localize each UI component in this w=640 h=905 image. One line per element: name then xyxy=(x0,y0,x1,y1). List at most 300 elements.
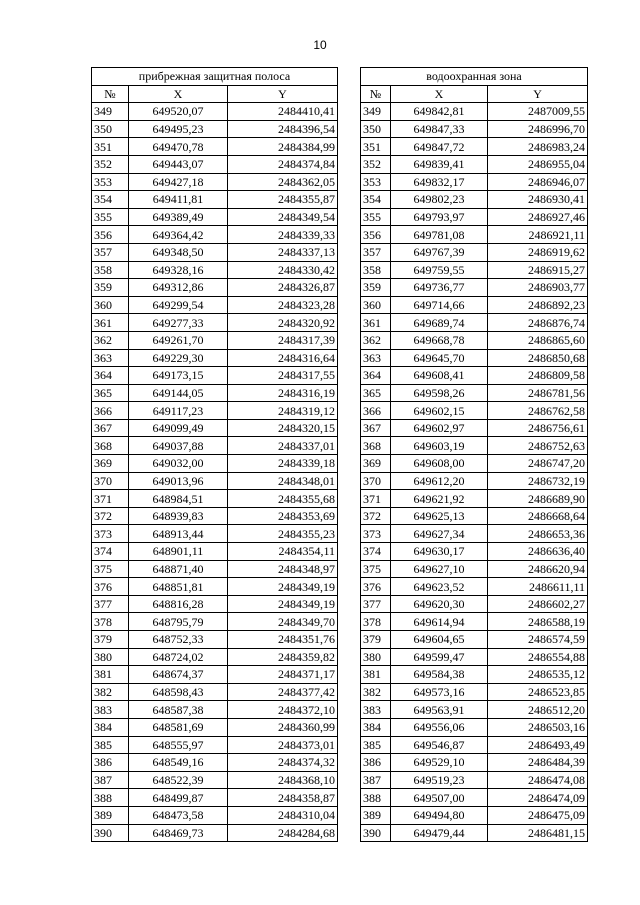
left-point-number: 373 xyxy=(92,525,129,543)
left-point-number: 372 xyxy=(92,507,129,525)
table-row xyxy=(92,367,588,385)
left-point-number: 350 xyxy=(92,120,129,138)
left-point-number: 365 xyxy=(92,384,129,402)
table-row xyxy=(92,120,588,138)
left-x-coordinate: 649470,78 xyxy=(129,138,228,156)
right-point-number: 380 xyxy=(361,648,391,666)
right-point-number: 356 xyxy=(361,226,391,244)
table-row xyxy=(92,138,588,156)
left-point-number: 364 xyxy=(92,367,129,385)
left-point-number: 356 xyxy=(92,226,129,244)
right-point-number: 352 xyxy=(361,155,391,173)
right-x-coordinate: 649832,17 xyxy=(391,173,488,191)
right-y-coordinate: 2486955,04 xyxy=(488,155,588,173)
left-y-coordinate: 2484351,76 xyxy=(228,631,338,649)
right-point-number: 367 xyxy=(361,419,391,437)
left-y-coordinate: 2484359,82 xyxy=(228,648,338,666)
column-gap xyxy=(338,85,361,103)
right-y-coordinate: 2486523,85 xyxy=(488,683,588,701)
left-x-coordinate: 649013,96 xyxy=(129,472,228,490)
table-row xyxy=(92,243,588,261)
table-row xyxy=(92,208,588,226)
column-gap xyxy=(338,68,361,86)
column-gap xyxy=(338,472,361,490)
right-y-header: Y xyxy=(488,85,588,103)
right-point-number: 370 xyxy=(361,472,391,490)
table-row xyxy=(92,437,588,455)
right-y-coordinate: 2486689,90 xyxy=(488,490,588,508)
column-gap xyxy=(338,455,361,473)
table-row xyxy=(92,595,588,613)
left-y-coordinate: 2484317,39 xyxy=(228,331,338,349)
left-x-coordinate: 649443,07 xyxy=(129,155,228,173)
right-x-coordinate: 649623,52 xyxy=(391,578,488,596)
right-y-coordinate: 2486554,88 xyxy=(488,648,588,666)
table-row xyxy=(92,103,588,121)
column-gap xyxy=(338,683,361,701)
left-point-number: 363 xyxy=(92,349,129,367)
right-x-coordinate: 649627,10 xyxy=(391,560,488,578)
table-row xyxy=(92,754,588,772)
right-point-number: 373 xyxy=(361,525,391,543)
left-point-number: 384 xyxy=(92,718,129,736)
left-point-number: 388 xyxy=(92,789,129,807)
right-x-coordinate: 649599,47 xyxy=(391,648,488,666)
right-x-coordinate: 649612,20 xyxy=(391,472,488,490)
right-y-coordinate: 2486653,36 xyxy=(488,525,588,543)
right-point-number: 377 xyxy=(361,595,391,613)
right-x-coordinate: 649563,91 xyxy=(391,701,488,719)
right-point-number: 357 xyxy=(361,243,391,261)
left-y-coordinate: 2484316,64 xyxy=(228,349,338,367)
right-x-coordinate: 649602,97 xyxy=(391,419,488,437)
right-x-coordinate: 649630,17 xyxy=(391,543,488,561)
right-y-coordinate: 2486865,60 xyxy=(488,331,588,349)
left-x-coordinate: 649299,54 xyxy=(129,296,228,314)
right-x-coordinate: 649714,66 xyxy=(391,296,488,314)
left-point-number: 357 xyxy=(92,243,129,261)
right-x-coordinate: 649604,65 xyxy=(391,631,488,649)
left-x-header: X xyxy=(129,85,228,103)
table-row xyxy=(92,560,588,578)
left-x-coordinate: 648499,87 xyxy=(129,789,228,807)
right-y-coordinate: 2486484,39 xyxy=(488,754,588,772)
column-gap xyxy=(338,736,361,754)
right-y-coordinate: 2486503,16 xyxy=(488,718,588,736)
left-x-coordinate: 649364,42 xyxy=(129,226,228,244)
left-point-number: 383 xyxy=(92,701,129,719)
right-x-coordinate: 649598,26 xyxy=(391,384,488,402)
right-y-coordinate: 2486493,49 xyxy=(488,736,588,754)
left-y-coordinate: 2484374,84 xyxy=(228,155,338,173)
left-point-number: 366 xyxy=(92,402,129,420)
right-x-coordinate: 649802,23 xyxy=(391,191,488,209)
left-point-number: 368 xyxy=(92,437,129,455)
left-y-coordinate: 2484353,69 xyxy=(228,507,338,525)
right-point-number: 388 xyxy=(361,789,391,807)
left-section-title: прибрежная защитная полоса xyxy=(92,68,338,86)
table-body xyxy=(92,68,588,842)
left-x-coordinate: 648913,44 xyxy=(129,525,228,543)
table-row xyxy=(92,455,588,473)
right-point-number: 349 xyxy=(361,103,391,121)
left-y-coordinate: 2484326,87 xyxy=(228,279,338,297)
table-row xyxy=(92,384,588,402)
right-point-number: 374 xyxy=(361,543,391,561)
left-x-coordinate: 648469,73 xyxy=(129,824,228,842)
left-y-coordinate: 2484348,97 xyxy=(228,560,338,578)
left-x-coordinate: 648522,39 xyxy=(129,771,228,789)
left-y-coordinate: 2484323,28 xyxy=(228,296,338,314)
right-y-coordinate: 2486588,19 xyxy=(488,613,588,631)
left-y-coordinate: 2484396,54 xyxy=(228,120,338,138)
column-gap xyxy=(338,789,361,807)
right-x-coordinate: 649584,38 xyxy=(391,666,488,684)
left-y-coordinate: 2484330,42 xyxy=(228,261,338,279)
right-y-coordinate: 2486668,64 xyxy=(488,507,588,525)
right-y-coordinate: 2486927,46 xyxy=(488,208,588,226)
left-y-coordinate: 2484410,41 xyxy=(228,103,338,121)
column-gap xyxy=(338,613,361,631)
table-row xyxy=(92,578,588,596)
right-y-coordinate: 2486930,41 xyxy=(488,191,588,209)
column-gap xyxy=(338,701,361,719)
right-point-number: 378 xyxy=(361,613,391,631)
table-row xyxy=(92,666,588,684)
column-gap xyxy=(338,226,361,244)
column-gap xyxy=(338,208,361,226)
right-point-number: 350 xyxy=(361,120,391,138)
right-y-coordinate: 2486850,68 xyxy=(488,349,588,367)
left-x-coordinate: 648871,40 xyxy=(129,560,228,578)
right-point-number: 387 xyxy=(361,771,391,789)
left-point-number: 349 xyxy=(92,103,129,121)
table-row xyxy=(92,349,588,367)
column-gap xyxy=(338,243,361,261)
right-point-number: 385 xyxy=(361,736,391,754)
left-y-coordinate: 2484310,04 xyxy=(228,806,338,824)
left-y-coordinate: 2484284,68 xyxy=(228,824,338,842)
left-point-number: 389 xyxy=(92,806,129,824)
left-point-number: 382 xyxy=(92,683,129,701)
right-x-coordinate: 649494,80 xyxy=(391,806,488,824)
right-x-coordinate: 649479,44 xyxy=(391,824,488,842)
left-x-coordinate: 648901,11 xyxy=(129,543,228,561)
left-point-number: 379 xyxy=(92,631,129,649)
right-x-coordinate: 649839,41 xyxy=(391,155,488,173)
right-y-coordinate: 2486983,24 xyxy=(488,138,588,156)
right-y-coordinate: 2486481,15 xyxy=(488,824,588,842)
left-y-coordinate: 2484377,42 xyxy=(228,683,338,701)
table-row xyxy=(92,472,588,490)
right-point-number: 390 xyxy=(361,824,391,842)
page-number: 10 xyxy=(313,38,327,52)
left-x-coordinate: 648549,16 xyxy=(129,754,228,772)
left-y-coordinate: 2484373,01 xyxy=(228,736,338,754)
left-x-coordinate: 649411,81 xyxy=(129,191,228,209)
column-gap xyxy=(338,402,361,420)
section-header-row xyxy=(92,68,588,86)
column-gap xyxy=(338,578,361,596)
left-point-number: 370 xyxy=(92,472,129,490)
left-x-coordinate: 648984,51 xyxy=(129,490,228,508)
right-x-coordinate: 649767,39 xyxy=(391,243,488,261)
column-gap xyxy=(338,525,361,543)
left-point-number: 353 xyxy=(92,173,129,191)
right-point-number: 384 xyxy=(361,718,391,736)
left-y-coordinate: 2484355,87 xyxy=(228,191,338,209)
column-gap xyxy=(338,384,361,402)
column-gap xyxy=(338,331,361,349)
table-row xyxy=(92,261,588,279)
right-point-number: 360 xyxy=(361,296,391,314)
right-x-coordinate: 649847,33 xyxy=(391,120,488,138)
left-y-coordinate: 2484358,87 xyxy=(228,789,338,807)
right-x-coordinate: 649507,00 xyxy=(391,789,488,807)
left-x-coordinate: 649173,15 xyxy=(129,367,228,385)
right-point-number: 381 xyxy=(361,666,391,684)
left-point-number: 362 xyxy=(92,331,129,349)
right-x-coordinate: 649847,72 xyxy=(391,138,488,156)
column-gap xyxy=(338,138,361,156)
right-y-coordinate: 2486620,94 xyxy=(488,560,588,578)
table-row xyxy=(92,331,588,349)
right-x-header: X xyxy=(391,85,488,103)
column-gap xyxy=(338,490,361,508)
column-gap xyxy=(338,191,361,209)
left-point-number: 377 xyxy=(92,595,129,613)
right-y-coordinate: 2486475,09 xyxy=(488,806,588,824)
column-gap xyxy=(338,648,361,666)
right-x-coordinate: 649608,41 xyxy=(391,367,488,385)
left-point-number: 374 xyxy=(92,543,129,561)
left-point-number: 367 xyxy=(92,419,129,437)
left-x-coordinate: 648555,97 xyxy=(129,736,228,754)
right-point-number: 382 xyxy=(361,683,391,701)
table-row xyxy=(92,718,588,736)
left-x-coordinate: 649032,00 xyxy=(129,455,228,473)
table-row xyxy=(92,173,588,191)
right-y-coordinate: 2486921,11 xyxy=(488,226,588,244)
left-point-number: 380 xyxy=(92,648,129,666)
left-x-coordinate: 648598,43 xyxy=(129,683,228,701)
table-row xyxy=(92,490,588,508)
column-gap xyxy=(338,718,361,736)
right-y-coordinate: 2486611,11 xyxy=(488,578,588,596)
right-point-number: 363 xyxy=(361,349,391,367)
left-x-coordinate: 648939,83 xyxy=(129,507,228,525)
left-x-coordinate: 649328,16 xyxy=(129,261,228,279)
left-x-coordinate: 649037,88 xyxy=(129,437,228,455)
left-point-number: 387 xyxy=(92,771,129,789)
column-gap xyxy=(338,120,361,138)
left-point-number: 385 xyxy=(92,736,129,754)
right-y-coordinate: 2486474,09 xyxy=(488,789,588,807)
column-gap xyxy=(338,666,361,684)
right-y-coordinate: 2486996,70 xyxy=(488,120,588,138)
column-gap xyxy=(338,279,361,297)
left-y-coordinate: 2484349,19 xyxy=(228,595,338,613)
table-row xyxy=(92,314,588,332)
right-point-number: 355 xyxy=(361,208,391,226)
left-num-header: № xyxy=(92,85,129,103)
right-x-coordinate: 649842,81 xyxy=(391,103,488,121)
column-gap xyxy=(338,155,361,173)
left-y-coordinate: 2484348,01 xyxy=(228,472,338,490)
left-y-coordinate: 2484316,19 xyxy=(228,384,338,402)
table-row xyxy=(92,402,588,420)
column-header-row xyxy=(92,85,588,103)
right-point-number: 389 xyxy=(361,806,391,824)
table-row xyxy=(92,631,588,649)
left-y-coordinate: 2484371,17 xyxy=(228,666,338,684)
left-point-number: 381 xyxy=(92,666,129,684)
left-x-coordinate: 648752,33 xyxy=(129,631,228,649)
right-point-number: 365 xyxy=(361,384,391,402)
left-x-coordinate: 649495,23 xyxy=(129,120,228,138)
left-y-coordinate: 2484320,92 xyxy=(228,314,338,332)
left-y-coordinate: 2484354,11 xyxy=(228,543,338,561)
right-x-coordinate: 649602,15 xyxy=(391,402,488,420)
column-gap xyxy=(338,419,361,437)
table-row xyxy=(92,543,588,561)
left-point-number: 359 xyxy=(92,279,129,297)
column-gap xyxy=(338,543,361,561)
left-y-header: Y xyxy=(228,85,338,103)
table-row xyxy=(92,824,588,842)
right-y-coordinate: 2486535,12 xyxy=(488,666,588,684)
table-row xyxy=(92,701,588,719)
table-row xyxy=(92,296,588,314)
left-x-coordinate: 649312,86 xyxy=(129,279,228,297)
column-gap xyxy=(338,560,361,578)
right-x-coordinate: 649645,70 xyxy=(391,349,488,367)
right-y-coordinate: 2486756,61 xyxy=(488,419,588,437)
right-y-coordinate: 2486512,20 xyxy=(488,701,588,719)
table-row xyxy=(92,683,588,701)
column-gap xyxy=(338,595,361,613)
table-row xyxy=(92,613,588,631)
left-x-coordinate: 649389,49 xyxy=(129,208,228,226)
column-gap xyxy=(338,507,361,525)
right-point-number: 375 xyxy=(361,560,391,578)
right-x-coordinate: 649793,97 xyxy=(391,208,488,226)
right-point-number: 379 xyxy=(361,631,391,649)
right-x-coordinate: 649627,34 xyxy=(391,525,488,543)
right-point-number: 369 xyxy=(361,455,391,473)
table-row xyxy=(92,736,588,754)
right-point-number: 371 xyxy=(361,490,391,508)
left-point-number: 390 xyxy=(92,824,129,842)
right-y-coordinate: 2486752,63 xyxy=(488,437,588,455)
column-gap xyxy=(338,437,361,455)
left-y-coordinate: 2484368,10 xyxy=(228,771,338,789)
right-x-coordinate: 649781,08 xyxy=(391,226,488,244)
right-y-coordinate: 2486903,77 xyxy=(488,279,588,297)
right-x-coordinate: 649529,10 xyxy=(391,754,488,772)
right-y-coordinate: 2486574,59 xyxy=(488,631,588,649)
right-num-header: № xyxy=(361,85,391,103)
left-x-coordinate: 648724,02 xyxy=(129,648,228,666)
left-x-coordinate: 649229,30 xyxy=(129,349,228,367)
right-x-coordinate: 649603,19 xyxy=(391,437,488,455)
left-x-coordinate: 648851,81 xyxy=(129,578,228,596)
left-y-coordinate: 2484355,23 xyxy=(228,525,338,543)
left-x-coordinate: 648674,37 xyxy=(129,666,228,684)
right-point-number: 366 xyxy=(361,402,391,420)
right-point-number: 362 xyxy=(361,331,391,349)
left-y-coordinate: 2484339,18 xyxy=(228,455,338,473)
column-gap xyxy=(338,173,361,191)
right-y-coordinate: 2486946,07 xyxy=(488,173,588,191)
right-x-coordinate: 649608,00 xyxy=(391,455,488,473)
left-y-coordinate: 2484349,19 xyxy=(228,578,338,596)
left-point-number: 358 xyxy=(92,261,129,279)
column-gap xyxy=(338,296,361,314)
column-gap xyxy=(338,367,361,385)
right-point-number: 364 xyxy=(361,367,391,385)
table-row xyxy=(92,419,588,437)
right-y-coordinate: 2486915,27 xyxy=(488,261,588,279)
table-row xyxy=(92,771,588,789)
right-point-number: 353 xyxy=(361,173,391,191)
right-x-coordinate: 649620,30 xyxy=(391,595,488,613)
right-y-coordinate: 2486732,19 xyxy=(488,472,588,490)
right-x-coordinate: 649573,16 xyxy=(391,683,488,701)
right-point-number: 359 xyxy=(361,279,391,297)
column-gap xyxy=(338,103,361,121)
column-gap xyxy=(338,754,361,772)
right-y-coordinate: 2486876,74 xyxy=(488,314,588,332)
column-gap xyxy=(338,349,361,367)
left-x-coordinate: 649348,50 xyxy=(129,243,228,261)
right-point-number: 386 xyxy=(361,754,391,772)
right-y-coordinate: 2486602,27 xyxy=(488,595,588,613)
left-y-coordinate: 2484374,32 xyxy=(228,754,338,772)
column-gap xyxy=(338,824,361,842)
right-x-coordinate: 649546,87 xyxy=(391,736,488,754)
left-y-coordinate: 2484337,01 xyxy=(228,437,338,455)
column-gap xyxy=(338,771,361,789)
left-point-number: 378 xyxy=(92,613,129,631)
right-section-title: водоохранная зона xyxy=(361,68,588,86)
left-y-coordinate: 2484384,99 xyxy=(228,138,338,156)
column-gap xyxy=(338,631,361,649)
right-point-number: 376 xyxy=(361,578,391,596)
right-x-coordinate: 649759,55 xyxy=(391,261,488,279)
right-point-number: 351 xyxy=(361,138,391,156)
left-x-coordinate: 649117,23 xyxy=(129,402,228,420)
column-gap xyxy=(338,314,361,332)
left-x-coordinate: 648581,69 xyxy=(129,718,228,736)
left-y-coordinate: 2484317,55 xyxy=(228,367,338,385)
left-point-number: 352 xyxy=(92,155,129,173)
left-point-number: 375 xyxy=(92,560,129,578)
right-point-number: 361 xyxy=(361,314,391,332)
table-row xyxy=(92,648,588,666)
right-x-coordinate: 649621,92 xyxy=(391,490,488,508)
table-row xyxy=(92,191,588,209)
left-x-coordinate: 649099,49 xyxy=(129,419,228,437)
right-y-coordinate: 2486809,58 xyxy=(488,367,588,385)
left-y-coordinate: 2484360,99 xyxy=(228,718,338,736)
left-point-number: 371 xyxy=(92,490,129,508)
column-gap xyxy=(338,806,361,824)
right-y-coordinate: 2486474,08 xyxy=(488,771,588,789)
table-row xyxy=(92,525,588,543)
right-point-number: 358 xyxy=(361,261,391,279)
left-x-coordinate: 649427,18 xyxy=(129,173,228,191)
